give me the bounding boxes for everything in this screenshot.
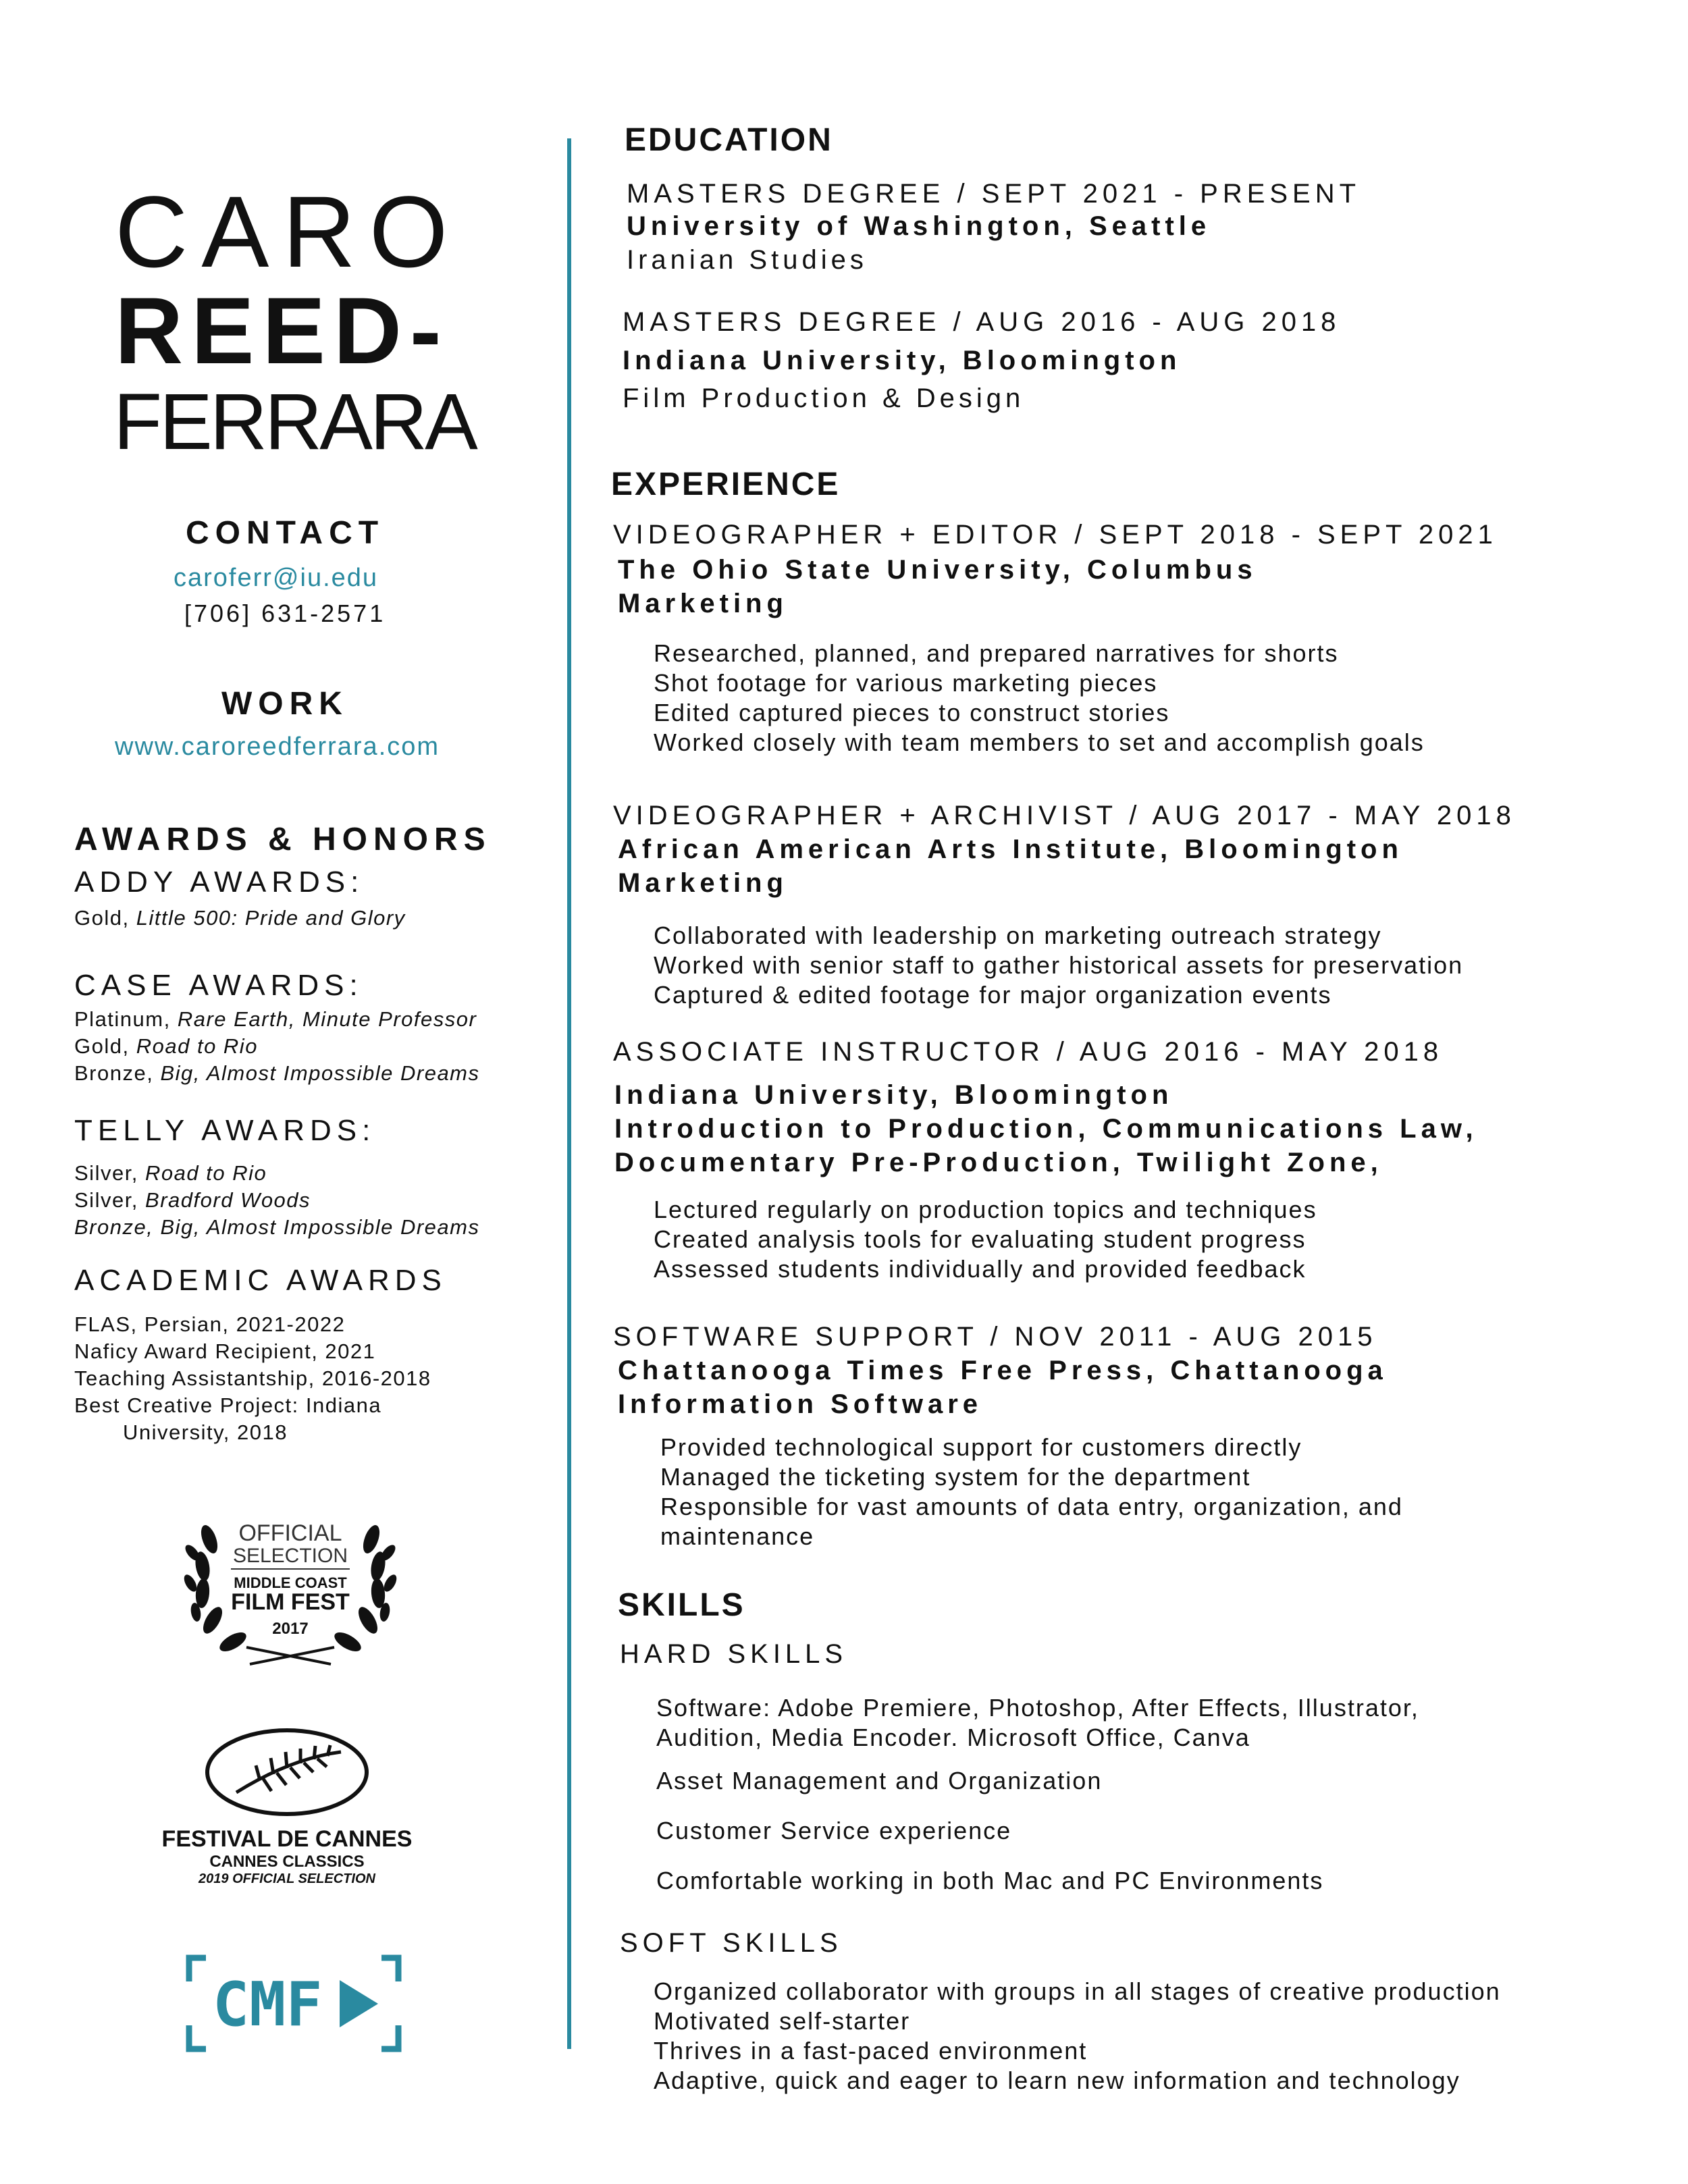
experience-item-role: VIDEOGRAPHER + ARCHIVIST / AUG 2017 - MAY 2018	[613, 801, 1516, 830]
experience-item-bullet: Shot footage for various marketing pieces	[654, 669, 1158, 697]
academic-awards-heading: ACADEMIC AWARDS	[74, 1264, 447, 1297]
hard-skill-item: Comfortable working in both Mac and PC Environments	[656, 1867, 1324, 1894]
awards-heading: AWARDS & HONORS	[74, 822, 492, 857]
name-last-part-1: REED-	[115, 277, 450, 383]
experience-item-bullet: maintenance	[660, 1522, 815, 1550]
award-item: Gold, Road to Rio	[74, 1034, 258, 1058]
work-heading: WORK	[221, 686, 348, 722]
hard-skill-item: Audition, Media Encoder. Microsoft Office, Canva	[656, 1724, 1250, 1751]
education-item-role: MASTERS DEGREE / SEPT 2021 - PRESENT	[627, 179, 1361, 209]
experience-item-bullet: Responsible for vast amounts of data entry, organization, and	[660, 1493, 1403, 1520]
column-divider	[567, 138, 571, 2049]
svg-text:FILM FEST: FILM FEST	[231, 1589, 350, 1615]
award-item: Silver, Road to Rio	[74, 1161, 267, 1185]
award-item: Best Creative Project: Indiana	[74, 1393, 382, 1417]
award-item: University, 2018	[123, 1420, 288, 1444]
soft-skill-item: Organized collaborator with groups in all stages of creative production	[654, 1977, 1501, 2005]
experience-item-org: Chattanooga Times Free Press, Chattanooga	[618, 1356, 1388, 1385]
svg-text:CANNES CLASSICS: CANNES CLASSICS	[209, 1853, 365, 1871]
experience-item-role: SOFTWARE SUPPORT / NOV 2011 - AUG 2015	[613, 1322, 1377, 1352]
education-item-field: Iranian Studies	[627, 245, 868, 275]
svg-text:2019 OFFICIAL SELECTION: 2019 OFFICIAL SELECTION	[199, 1871, 375, 1886]
award-item: Bronze, Big, Almost Impossible Dreams	[74, 1215, 480, 1239]
soft-skill-item: Thrives in a fast-paced environment	[654, 2037, 1088, 2065]
experience-item-org: Indiana University, Bloomington	[614, 1080, 1173, 1110]
experience-item-role: ASSOCIATE INSTRUCTOR / AUG 2016 - MAY 2018	[613, 1037, 1444, 1067]
experience-item-bullet: Created analysis tools for evaluating student progress	[654, 1225, 1307, 1253]
svg-text:2017: 2017	[272, 1620, 309, 1638]
contact-heading: CONTACT	[186, 515, 385, 551]
name-first: CARO	[115, 175, 462, 288]
name-last-part-2: FERRARA	[113, 377, 475, 467]
award-item: Bronze, Big, Almost Impossible Dreams	[74, 1061, 480, 1085]
cmf-logo	[186, 1954, 402, 2052]
svg-text:FESTIVAL DE CANNES: FESTIVAL DE CANNES	[162, 1826, 412, 1852]
svg-text:SELECTION: SELECTION	[232, 1545, 348, 1567]
soft-skill-item: Motivated self-starter	[654, 2007, 911, 2035]
experience-item-dept: Information Software	[618, 1389, 983, 1419]
hard-skill-item: Asset Management and Organization	[656, 1767, 1103, 1794]
education-item-org: University of Washington, Seattle	[627, 211, 1211, 241]
svg-text:MIDDLE COAST: MIDDLE COAST	[234, 1574, 347, 1591]
experience-item-bullet: Researched, planned, and prepared narratives for shorts	[654, 639, 1339, 667]
telly-awards-heading: TELLY AWARDS:	[74, 1114, 376, 1147]
official-selection-laurel-logo	[182, 1512, 398, 1674]
education-heading: EDUCATION	[625, 122, 833, 158]
education-item-org: Indiana University, Bloomington	[623, 346, 1182, 375]
award-item: Gold, Little 500: Pride and Glory	[74, 906, 406, 930]
award-item: FLAS, Persian, 2021-2022	[74, 1312, 346, 1336]
experience-item-bullet: Worked closely with team members to set and accomplish goals	[654, 728, 1425, 756]
skills-heading: SKILLS	[618, 1587, 745, 1623]
education-item-field: Film Production & Design	[623, 383, 1025, 413]
award-item: Teaching Assistantship, 2016-2018	[74, 1366, 431, 1390]
addy-awards-heading: ADDY AWARDS:	[74, 865, 365, 899]
festival-de-cannes-logo	[162, 1725, 412, 1887]
experience-item-bullet: Edited captured pieces to construct stories	[654, 699, 1170, 726]
soft-skills-heading: SOFT SKILLS	[620, 1928, 843, 1958]
contact-phone: [706] 631-2571	[184, 600, 386, 627]
experience-item-dept: Marketing	[618, 868, 788, 898]
experience-item-bullet: Assessed students individually and provided feedback	[654, 1255, 1307, 1283]
experience-item-bullet: Lectured regularly on production topics and techniques	[654, 1196, 1317, 1223]
award-item: Platinum, Rare Earth, Minute Professor	[74, 1007, 477, 1031]
experience-item-courses: Documentary Pre-Production, Twilight Zone,	[614, 1148, 1383, 1177]
experience-item-org: African American Arts Institute, Bloomington	[618, 834, 1403, 864]
experience-item-bullet: Captured & edited footage for major organization events	[654, 981, 1332, 1009]
work-website-link[interactable]: www.caroreedferrara.com	[115, 733, 440, 761]
svg-text:CMF: CMF	[213, 1969, 323, 2040]
education-item-role: MASTERS DEGREE / AUG 2016 - AUG 2018	[623, 307, 1341, 337]
hard-skill-item: Software: Adobe Premiere, Photoshop, After Effects, Illustrator,	[656, 1694, 1419, 1722]
experience-item-role: VIDEOGRAPHER + EDITOR / SEPT 2018 - SEPT 2021	[613, 520, 1498, 550]
experience-heading: EXPERIENCE	[611, 467, 841, 502]
experience-item-bullet: Collaborated with leadership on marketing outreach strategy	[654, 922, 1382, 949]
contact-email-link[interactable]: caroferr@iu.edu	[174, 564, 379, 592]
experience-item-bullet: Managed the ticketing system for the department	[660, 1463, 1251, 1491]
svg-text:OFFICIAL: OFFICIAL	[238, 1520, 342, 1546]
experience-item-dept: Marketing	[618, 589, 788, 618]
hard-skill-item: Customer Service experience	[656, 1817, 1012, 1844]
experience-item-org: The Ohio State University, Columbus	[618, 555, 1257, 585]
case-awards-heading: CASE AWARDS:	[74, 969, 363, 1002]
experience-item-bullet: Provided technological support for customers directly	[660, 1433, 1302, 1461]
soft-skill-item: Adaptive, quick and eager to learn new information and technology	[654, 2067, 1460, 2094]
experience-item-courses: Introduction to Production, Communications Law,	[614, 1114, 1478, 1144]
award-item: Silver, Bradford Woods	[74, 1188, 311, 1212]
experience-item-bullet: Worked with senior staff to gather historical assets for preservation	[654, 951, 1464, 979]
award-item: Naficy Award Recipient, 2021	[74, 1339, 376, 1363]
hard-skills-heading: HARD SKILLS	[620, 1639, 848, 1669]
